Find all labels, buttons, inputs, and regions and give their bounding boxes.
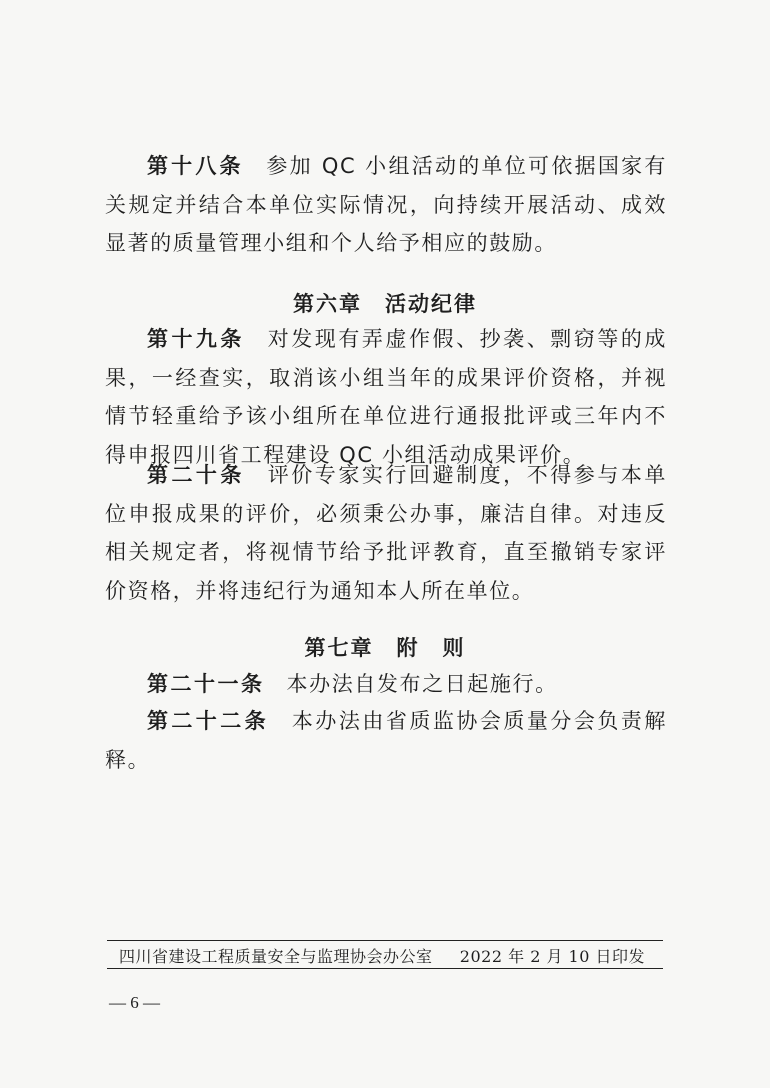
article-21-label: 第二十一条 bbox=[147, 672, 265, 696]
article-19 bbox=[105, 320, 667, 474]
article-21 bbox=[105, 665, 667, 704]
article-19-label: 第十九条 bbox=[147, 327, 245, 351]
article-22-text: 本办法由省质监协会质量分会负责解释。 bbox=[105, 709, 667, 772]
article-20-label: 第二十条 bbox=[147, 463, 245, 487]
chapter-6-heading: 第六章 活动纪律 bbox=[293, 292, 477, 316]
article-18-label: 第十八条 bbox=[147, 154, 244, 178]
article-22 bbox=[105, 702, 667, 779]
article-21-text: 本办法自发布之日起施行。 bbox=[286, 672, 558, 696]
article-20 bbox=[105, 456, 667, 610]
article-22-label: 第二十二条 bbox=[147, 709, 269, 733]
article-19-text: 对发现有弄虚作假、抄袭、剽窃等的成果，一经查实，取消该小组当年的成果评价资格，并视情节轻重给予该小组所在单位进行通报批评或三年内不得申报四川省工程建设 QC 小组活动成果评价。 bbox=[105, 327, 668, 467]
article-20-text: 评价专家实行回避制度，不得参与本单位申报成果的评价，必须秉公办事，廉洁自律。对违反相关规定者，将视情节给予批评教育，直至撤销专家评价资格，并将违纪行为通知本人所在单位。 bbox=[105, 463, 668, 603]
article-18-text: 参加 QC 小组活动的单位可依据国家有关规定并结合本单位实际情况，向持续开展活动、成效显著的质量管理小组和个人给予相应的鼓励。 bbox=[105, 154, 668, 255]
article-18 bbox=[105, 147, 667, 263]
chapter-7-heading: 第七章 附 则 bbox=[304, 636, 466, 660]
footer-top-rule bbox=[107, 940, 663, 941]
footer-date: 2022 年 2 月 10 日印发 bbox=[459, 947, 645, 966]
page-number: — 6 — bbox=[109, 993, 160, 1012]
footer-issuer: 四川省建设工程质量安全与监理协会办公室 bbox=[119, 947, 433, 966]
footer-bottom-rule bbox=[107, 968, 663, 969]
